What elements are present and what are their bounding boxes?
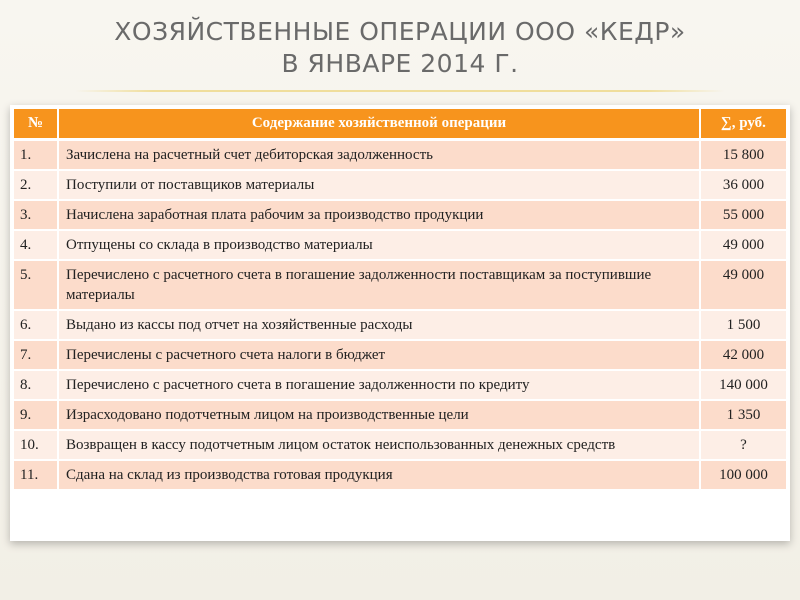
row-sum: 42 000 bbox=[700, 340, 786, 370]
row-sum: 55 000 bbox=[700, 200, 786, 230]
table-row bbox=[14, 310, 786, 340]
row-description: Израсходовано подотчетным лицом на производственные цели bbox=[58, 400, 700, 430]
row-number: 1. bbox=[14, 140, 58, 171]
row-sum: 49 000 bbox=[700, 230, 786, 260]
table-row bbox=[14, 200, 786, 230]
row-number: 10. bbox=[14, 430, 58, 460]
row-sum: 1 350 bbox=[700, 400, 786, 430]
row-description: Отпущены со склада в производство материалы bbox=[58, 230, 700, 260]
row-number: 6. bbox=[14, 310, 58, 340]
row-number: 4. bbox=[14, 230, 58, 260]
row-description: Выдано из кассы под отчет на хозяйственные расходы bbox=[58, 310, 700, 340]
row-description: Перечислено с расчетного счета в погашение задолженности по кредиту bbox=[58, 370, 700, 400]
row-sum: 140 000 bbox=[700, 370, 786, 400]
table-row bbox=[14, 140, 786, 171]
row-sum: 36 000 bbox=[700, 170, 786, 200]
row-number: 9. bbox=[14, 400, 58, 430]
table-row bbox=[14, 340, 786, 370]
row-description: Начислена заработная плата рабочим за производство продукции bbox=[58, 200, 700, 230]
row-sum: 49 000 bbox=[700, 260, 786, 310]
row-number: 2. bbox=[14, 170, 58, 200]
operations-table bbox=[14, 109, 786, 491]
row-description: Перечислены с расчетного счета налоги в бюджет bbox=[58, 340, 700, 370]
table-row bbox=[14, 460, 786, 490]
row-number: 8. bbox=[14, 370, 58, 400]
row-number: 11. bbox=[14, 460, 58, 490]
table-row bbox=[14, 260, 786, 310]
title-line-1: ХОЗЯЙСТВЕННЫЕ ОПЕРАЦИИ ООО «КЕДР» bbox=[114, 17, 686, 46]
row-number: 3. bbox=[14, 200, 58, 230]
row-sum: 100 000 bbox=[700, 460, 786, 490]
row-number: 7. bbox=[14, 340, 58, 370]
table-row bbox=[14, 170, 786, 200]
table-row bbox=[14, 370, 786, 400]
row-description: Перечислено с расчетного счета в погашение задолженности поставщикам за поступившие материалы bbox=[58, 260, 700, 310]
table-header-row bbox=[14, 109, 786, 140]
row-description: Возвращен в кассу подотчетным лицом остаток неиспользованных денежных средств bbox=[58, 430, 700, 460]
row-description: Зачислена на расчетный счет дебиторская задолженность bbox=[58, 140, 700, 171]
row-description: Сдана на склад из производства готовая продукция bbox=[58, 460, 700, 490]
operations-table-container bbox=[10, 105, 790, 541]
row-number: 5. bbox=[14, 260, 58, 310]
table-row bbox=[14, 400, 786, 430]
row-sum: ? bbox=[700, 430, 786, 460]
row-sum: 15 800 bbox=[700, 140, 786, 171]
table-row bbox=[14, 430, 786, 460]
header-number: № bbox=[14, 109, 58, 140]
title-line-2: В ЯНВАРЕ 2014 Г. bbox=[281, 49, 519, 78]
header-description: Содержание хозяйственной операции bbox=[58, 109, 700, 140]
title-divider bbox=[75, 90, 725, 92]
row-description: Поступили от поставщиков материалы bbox=[58, 170, 700, 200]
table-row bbox=[14, 230, 786, 260]
page-title bbox=[0, 16, 800, 80]
row-sum: 1 500 bbox=[700, 310, 786, 340]
header-sum: ∑, руб. bbox=[700, 109, 786, 140]
